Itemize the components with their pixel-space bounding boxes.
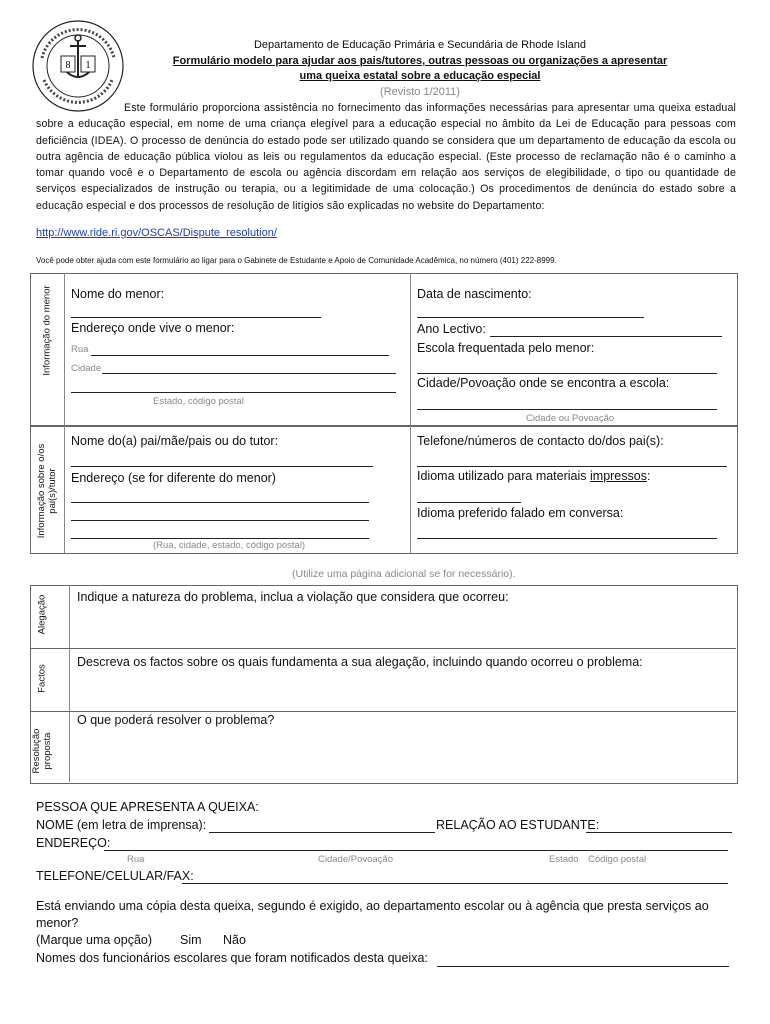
details-row-divider-2 bbox=[30, 711, 736, 712]
copy-question-line1: Está enviando uma cópia desta queixa, segundo é exigido, ao departamento escolar ou à agência que presta serviços ao bbox=[36, 899, 709, 913]
print-language-label: Idioma utilizado para materiais impressos: bbox=[417, 469, 651, 483]
parent-name-label: Nome do(a) pai/mãe/pais ou do tutor: bbox=[71, 434, 279, 448]
parent-name-field[interactable] bbox=[71, 466, 373, 467]
seal-number-left: 8 bbox=[65, 60, 71, 71]
allegation-input[interactable] bbox=[72, 610, 732, 646]
header-revision: (Revisto 1/2011) bbox=[380, 86, 460, 98]
complainant-phone-label: TELEFONE/CELULAR/FAX: bbox=[36, 869, 194, 883]
minor-city-field[interactable] bbox=[102, 373, 396, 374]
minor-state-zip-field[interactable] bbox=[71, 392, 396, 393]
school-label: Escola frequentada pelo menor: bbox=[417, 341, 595, 355]
complainant-phone-field[interactable] bbox=[182, 883, 728, 884]
parent-address-label: Endereço (se for diferente do menor) bbox=[71, 471, 276, 485]
complainant-name-label: NOME (em letra de imprensa): bbox=[36, 818, 207, 832]
copy-question-line2: menor? bbox=[36, 916, 79, 930]
help-note: Você pode obter ajuda com este formulário ao ligar para o Gabinete de Estudante e Apoio de Comunidade Acadêmica, no número (401) 222-8999. bbox=[36, 256, 557, 265]
address-street-hint: Rua bbox=[127, 854, 145, 865]
parent-address-field-3[interactable] bbox=[71, 538, 369, 539]
address-city-hint: Cidade/Povoação bbox=[318, 854, 393, 865]
parent-side-label: Informação sobre o/os pai(s)/tutor bbox=[36, 443, 58, 539]
street-label: Rua bbox=[71, 344, 89, 355]
header-form-title: Formulário modelo para ajudar aos pais/tutores, outras pessoas ou organizações a apresentar bbox=[172, 55, 668, 67]
seal-number-right: 1 bbox=[85, 60, 91, 71]
facts-side-label: Factos bbox=[36, 664, 48, 693]
spoken-language-label: Idioma preferido falado em conversa: bbox=[417, 506, 624, 520]
dispute-resolution-link[interactable]: http://www.ride.ri.gov/OSCAS/Dispute_resolution/ bbox=[36, 227, 277, 239]
school-city-field[interactable] bbox=[417, 409, 717, 410]
city-town-label: Cidade ou Povoação bbox=[526, 413, 615, 424]
address-zip-hint: Código postal bbox=[588, 854, 647, 865]
allegation-side-label: Alegação bbox=[36, 594, 48, 635]
intro-paragraph: Este formulário proporciona assistência no fornecimento das informações necessárias para apresentar uma queixa estadual sobre a educação especial, em nome de uma criança elegível para a educação especial no âmbito da Lei de Educação para pessoas com deficiência (IDEA). O processo de denúncia do estado pode ser utilizado quando se considera que um departamento de educação da escola ou outra agência de educação pública violou as leis ou regulamentos da educação especial. (Este processo de reclamação não é o caminho a tomar quando você e o Departamento de escola ou agência discordam em relação aos serviços de elegibilidade, o tipo ou quantidade de serviços especializados de instrução ou terapia, ou a legitimidade de uma colocação.) Os procedimentos de denúncia do estado sobre a educação especial e dos processos de resolução de litígios são explicadas no website do Departamento: bbox=[36, 102, 736, 212]
minor-name-field[interactable] bbox=[71, 317, 321, 318]
allegation-prompt: Indique a natureza do problema, inclua a violação que considera que ocorreu: bbox=[77, 590, 509, 604]
relation-label: RELAÇÃO AO ESTUDANTE: bbox=[436, 818, 600, 832]
resolution-side-label: Resolução proposta bbox=[31, 728, 53, 774]
details-side-divider bbox=[69, 585, 70, 782]
option-no[interactable]: Não bbox=[223, 933, 246, 947]
minor-street-field[interactable] bbox=[91, 355, 389, 356]
complainant-address-label: ENDEREÇO: bbox=[36, 836, 111, 850]
print-language-field[interactable] bbox=[417, 502, 521, 503]
state-zip-label: Estado, código postal bbox=[153, 396, 244, 407]
school-city-label: Cidade/Povoação onde se encontra a escola: bbox=[417, 376, 670, 390]
school-year-field[interactable] bbox=[490, 336, 722, 337]
minor-side-label: Informação do menor bbox=[41, 285, 53, 376]
officials-field[interactable] bbox=[437, 966, 729, 967]
parent-address-hint: (Rua, cidade, estado, código postal) bbox=[153, 540, 306, 551]
complainant-address-field[interactable] bbox=[104, 850, 728, 851]
city-label: Cidade bbox=[71, 363, 102, 374]
header-department: Departamento de Educação Primária e Secundária de Rhode Island bbox=[253, 39, 587, 51]
school-year-label: Ano Lectivo: bbox=[417, 322, 486, 336]
option-yes[interactable]: Sim bbox=[180, 933, 202, 947]
parent-phone-label: Telefone/números de contacto do/dos pai(s): bbox=[417, 434, 664, 448]
dob-field[interactable] bbox=[417, 317, 644, 318]
parent-phone-field[interactable] bbox=[417, 466, 727, 467]
minor-name-label: Nome do menor: bbox=[71, 287, 165, 301]
parent-address-field-2[interactable] bbox=[71, 520, 369, 521]
minor-address-label: Endereço onde vive o menor: bbox=[71, 321, 235, 335]
additional-page-note: (Utilize uma página adicional se for necessário). bbox=[292, 568, 516, 580]
facts-input[interactable] bbox=[72, 673, 732, 709]
dob-label: Data de nascimento: bbox=[417, 287, 532, 301]
parent-address-field-1[interactable] bbox=[71, 502, 369, 503]
facts-prompt: Descreva os factos sobre os quais fundamenta a sua alegação, incluindo quando ocorreu o problema: bbox=[77, 655, 643, 669]
complainant-title: PESSOA QUE APRESENTA A QUEIXA: bbox=[36, 800, 259, 814]
officials-label: Nomes dos funcionários escolares que foram notificados desta queixa: bbox=[36, 951, 428, 965]
resolution-input[interactable] bbox=[72, 733, 732, 779]
resolution-prompt: O que poderá resolver o problema? bbox=[77, 713, 275, 727]
mark-option-label: (Marque uma opção) bbox=[36, 933, 153, 947]
address-state-hint: Estado bbox=[549, 854, 579, 865]
relation-field[interactable] bbox=[586, 832, 732, 833]
spoken-language-field[interactable] bbox=[417, 538, 717, 539]
school-field[interactable] bbox=[417, 373, 717, 374]
header-form-subtitle: uma queixa estatal sobre a educação especial bbox=[299, 70, 541, 82]
complainant-name-field[interactable] bbox=[209, 832, 435, 833]
details-row-divider-1 bbox=[30, 648, 736, 649]
